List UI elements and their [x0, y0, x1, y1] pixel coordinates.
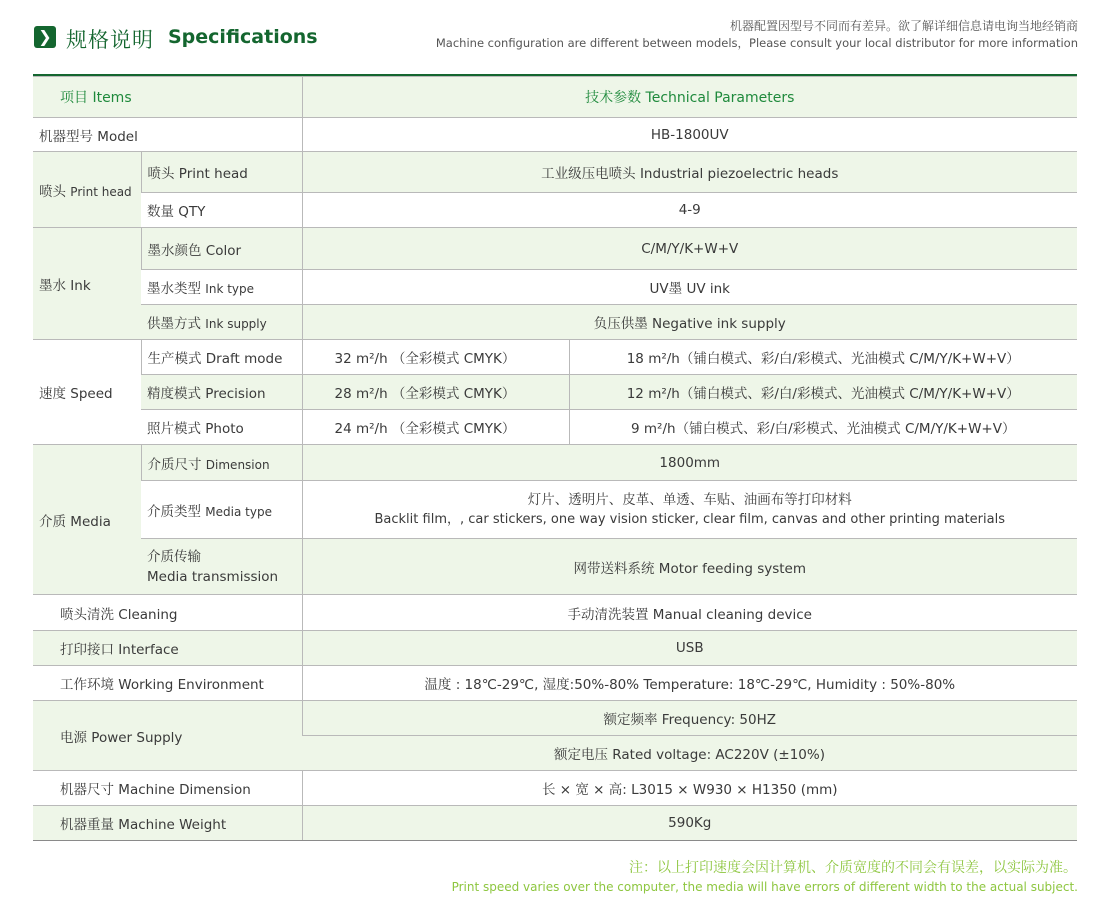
table-row — [33, 410, 1077, 445]
table-row — [33, 270, 1077, 305]
environment-value: 温度 : 18℃-29℃, 湿度:50%-80% Temperature: 18℃-29℃, Humidity : 50%-80% — [302, 666, 1077, 701]
precision-mode-value-cmyk: 28 m²/h （全彩模式 CMYK） — [302, 375, 569, 410]
table-row — [33, 340, 1077, 375]
speed-group-label: 速度 Speed — [33, 340, 141, 445]
table-row — [33, 228, 1077, 270]
photo-mode-value-cmyk: 24 m²/h （全彩模式 CMYK） — [302, 410, 569, 445]
ink-color-label: 墨水颜色 Color — [141, 228, 302, 270]
footer-note-cn: 注：以上打印速度会因计算机、介质宽度的不同会有误差，以实际为准。 — [629, 860, 1077, 876]
header-items: 项目 Items — [33, 77, 302, 118]
machine-weight-value: 590Kg — [302, 806, 1077, 841]
media-type-value-cn: 灯片、透明片、皮革、单透、车贴、油画布等打印材料 — [527, 491, 852, 508]
table-row — [33, 539, 1077, 595]
power-frequency-value: 额定频率 Frequency: 50HZ — [302, 701, 1077, 736]
media-type-value-en: Backlit film，, car stickers, one way vision sticker, clear film, canvas and other printing materials — [374, 511, 1005, 527]
media-dimension-value: 1800mm — [302, 445, 1077, 481]
footer-note-en: Print speed varies over the computer, the media will have errors of different width to the actual subject. — [451, 880, 1078, 894]
ink-group-label: 墨水 Ink — [33, 228, 141, 340]
interface-label: 打印接口 Interface — [33, 631, 302, 666]
qty-label: 数量 QTY — [141, 193, 302, 228]
media-type-label: 介质类型 Media type — [141, 481, 302, 539]
precision-mode-value-white: 12 m²/h（铺白模式、彩/白/彩模式、光油模式 C/M/Y/K+W+V） — [569, 375, 1077, 410]
table-row — [33, 595, 1077, 631]
header-note-cn: 机器配置因型号不同而有差异。欲了解详细信息请电询当地经销商 — [729, 19, 1078, 33]
environment-label: 工作环境 Working Environment — [33, 666, 302, 701]
printhead-group-label: 喷头 Print head — [33, 152, 141, 228]
printhead-label: 喷头 Print head — [141, 152, 302, 193]
power-label: 电源 Power Supply — [33, 701, 302, 771]
photo-mode-value-white: 9 m²/h（铺白模式、彩/白/彩模式、光油模式 C/M/Y/K+W+V） — [569, 410, 1077, 445]
page-title-cn: 规格说明 — [66, 28, 154, 52]
model-value: HB-1800UV — [302, 118, 1077, 152]
printhead-value: 工业级压电喷头 Industrial piezoelectric heads — [302, 152, 1077, 193]
machine-dimension-value: 长 × 宽 × 高: L3015 × W930 × H1350 (mm) — [302, 771, 1077, 806]
interface-value: USB — [302, 631, 1077, 666]
table-row — [33, 152, 1077, 193]
table-row — [33, 666, 1077, 701]
draft-mode-value-cmyk: 32 m²/h （全彩模式 CMYK） — [302, 340, 569, 375]
qty-value: 4-9 — [302, 193, 1077, 228]
ink-supply-label: 供墨方式 Ink supply — [141, 305, 302, 340]
table-row — [33, 193, 1077, 228]
media-transmission-value: 网带送料系统 Motor feeding system — [302, 539, 1077, 595]
spec-table — [33, 76, 1077, 841]
machine-weight-label: 机器重量 Machine Weight — [33, 806, 302, 841]
chevron-right-icon: ❯ — [34, 26, 56, 48]
ink-color-value: C/M/Y/K+W+V — [302, 228, 1077, 270]
machine-dimension-label: 机器尺寸 Machine Dimension — [33, 771, 302, 806]
table-row — [33, 701, 1077, 736]
table-row — [33, 375, 1077, 410]
table-row — [33, 305, 1077, 340]
draft-mode-value-white: 18 m²/h（铺白模式、彩/白/彩模式、光油模式 C/M/Y/K+W+V） — [569, 340, 1077, 375]
page-title-en: Specifications — [168, 26, 318, 48]
table-header-row — [33, 77, 1077, 118]
cleaning-value: 手动清洗装置 Manual cleaning device — [302, 595, 1077, 631]
table-row — [33, 445, 1077, 481]
media-transmission-label: 介质传输 Media transmission — [141, 539, 302, 595]
table-row — [33, 481, 1077, 539]
table-row — [33, 631, 1077, 666]
cleaning-label: 喷头清洗 Cleaning — [33, 595, 302, 631]
header-note-en: Machine configuration are different between models，Please consult your local distributor for more information — [435, 36, 1078, 50]
media-group-label: 介质 Media — [33, 445, 141, 595]
ink-type-label: 墨水类型 Ink type — [141, 270, 302, 305]
media-type-value — [302, 481, 1077, 539]
table-row — [33, 118, 1077, 152]
power-voltage-value: 额定电压 Rated voltage: AC220V (±10%) — [302, 736, 1077, 771]
ink-type-value: UV墨 UV ink — [302, 270, 1077, 305]
precision-mode-label: 精度模式 Precision — [141, 375, 302, 410]
model-label: 机器型号 Model — [33, 118, 302, 152]
ink-supply-value: 负压供墨 Negative ink supply — [302, 305, 1077, 340]
header-parameters: 技术参数 Technical Parameters — [302, 77, 1077, 118]
table-row — [33, 771, 1077, 806]
photo-mode-label: 照片模式 Photo — [141, 410, 302, 445]
table-row — [33, 806, 1077, 841]
media-dimension-label: 介质尺寸 Dimension — [141, 445, 302, 481]
draft-mode-label: 生产模式 Draft mode — [141, 340, 302, 375]
